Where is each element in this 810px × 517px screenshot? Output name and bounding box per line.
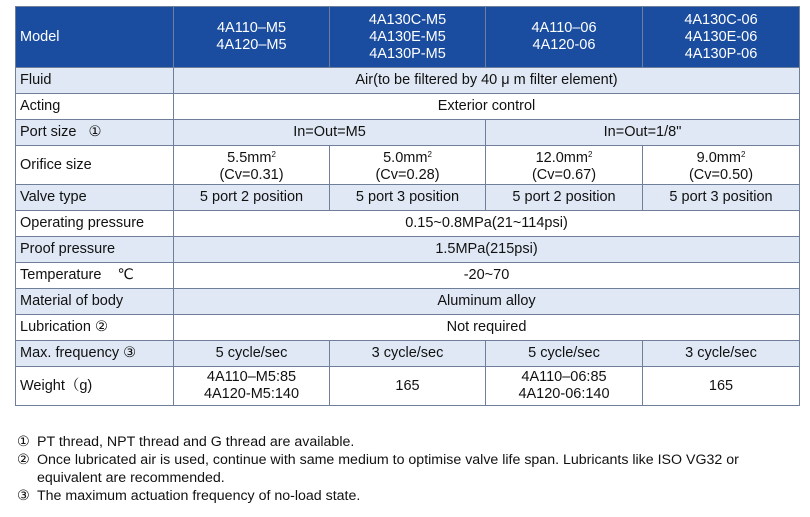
frequency-value: 3 cycle/sec — [330, 341, 486, 367]
row-label: Weight（g) — [16, 367, 174, 406]
material-value: Aluminum alloy — [174, 289, 800, 315]
footnote-text: PT thread, NPT thread and G thread are available. — [37, 434, 355, 450]
valve-type-value: 5 port 3 position — [643, 185, 800, 211]
note-marker: ① — [88, 124, 102, 140]
port-size-value: In=Out=1/8" — [486, 120, 800, 146]
proof-pressure-value: 1.5MPa(215psi) — [174, 237, 800, 263]
header-row — [16, 7, 800, 68]
material-row — [16, 289, 800, 315]
model-label: Model — [16, 7, 174, 68]
note-marker: ② — [94, 319, 108, 335]
weight-row — [16, 367, 800, 406]
row-label: Fluid — [16, 68, 174, 94]
model-cell: 4A110–06 4A120-06 — [486, 7, 643, 68]
row-label: Acting — [16, 94, 174, 120]
model-cell: 4A130C-M5 4A130E-M5 4A130P-M5 — [330, 7, 486, 68]
operating-pressure-value: 0.15~0.8MPa(21~114psi) — [174, 211, 800, 237]
orifice-value: $9.0mm^2$ (Cv=0.50) — [643, 146, 800, 185]
row-label: Material of body — [16, 289, 174, 315]
max-frequency-row — [16, 341, 800, 367]
temperature-row — [16, 263, 800, 289]
weight-value: 4A110–M5:85 4A120-M5:140 — [174, 367, 330, 406]
row-label: Temperature ℃ — [16, 263, 174, 289]
spec-table — [15, 6, 800, 406]
valve-type-value: 5 port 2 position — [174, 185, 330, 211]
frequency-value: 5 cycle/sec — [174, 341, 330, 367]
note-marker: ③ — [17, 488, 30, 504]
unit-label: ℃ — [117, 267, 134, 283]
model-cell: 4A130C-06 4A130E-06 4A130P-06 — [643, 7, 800, 68]
valve-type-value: 5 port 2 position — [486, 185, 643, 211]
frequency-value: 5 cycle/sec — [486, 341, 643, 367]
orifice-row — [16, 146, 800, 185]
orifice-value: $12.0mm^2$ (Cv=0.67) — [486, 146, 643, 185]
acting-value: Exterior control — [174, 94, 800, 120]
fluid-value: Air(to be filtered by 40 μ m filter element) — [174, 68, 800, 94]
row-label: Lubrication ② — [16, 315, 174, 341]
port-size-row — [16, 120, 800, 146]
footnote — [17, 451, 797, 487]
footnote — [17, 433, 797, 451]
valve-type-row — [16, 185, 800, 211]
row-label: Operating pressure — [16, 211, 174, 237]
proof-pressure-row — [16, 237, 800, 263]
valve-type-value: 5 port 3 position — [330, 185, 486, 211]
weight-value: 165 — [643, 367, 800, 406]
footnote-text: The maximum actuation frequency of no-load state. — [37, 488, 361, 504]
lubrication-row — [16, 315, 800, 341]
temperature-value: -20~70 — [174, 263, 800, 289]
row-label: Valve type — [16, 185, 174, 211]
row-label: Max. frequency ③ — [16, 341, 174, 367]
fluid-row — [16, 68, 800, 94]
row-label: Orifice size — [16, 146, 174, 185]
footnotes — [17, 433, 797, 505]
acting-row — [16, 94, 800, 120]
lubrication-value: Not required — [174, 315, 800, 341]
orifice-value: $5.5mm^2$ (Cv=0.31) — [174, 146, 330, 185]
frequency-value: 3 cycle/sec — [643, 341, 800, 367]
operating-pressure-row — [16, 211, 800, 237]
weight-value: 4A110–06:85 4A120-06:140 — [486, 367, 643, 406]
footnote-text: Once lubricated air is used, continue with same medium to optimise valve life span. Lubricants like ISO VG32 or equivalent are recommended. — [37, 452, 739, 486]
note-marker: ② — [17, 452, 30, 468]
row-label: Proof pressure — [16, 237, 174, 263]
port-size-value: In=Out=M5 — [174, 120, 486, 146]
model-cell: 4A110–M5 4A120–M5 — [174, 7, 330, 68]
note-marker: ① — [17, 434, 30, 450]
row-label: Port size ① — [16, 120, 174, 146]
orifice-value: $5.0mm^2$ (Cv=0.28) — [330, 146, 486, 185]
note-marker: ③ — [123, 345, 137, 361]
weight-value: 165 — [330, 367, 486, 406]
footnote — [17, 487, 797, 505]
